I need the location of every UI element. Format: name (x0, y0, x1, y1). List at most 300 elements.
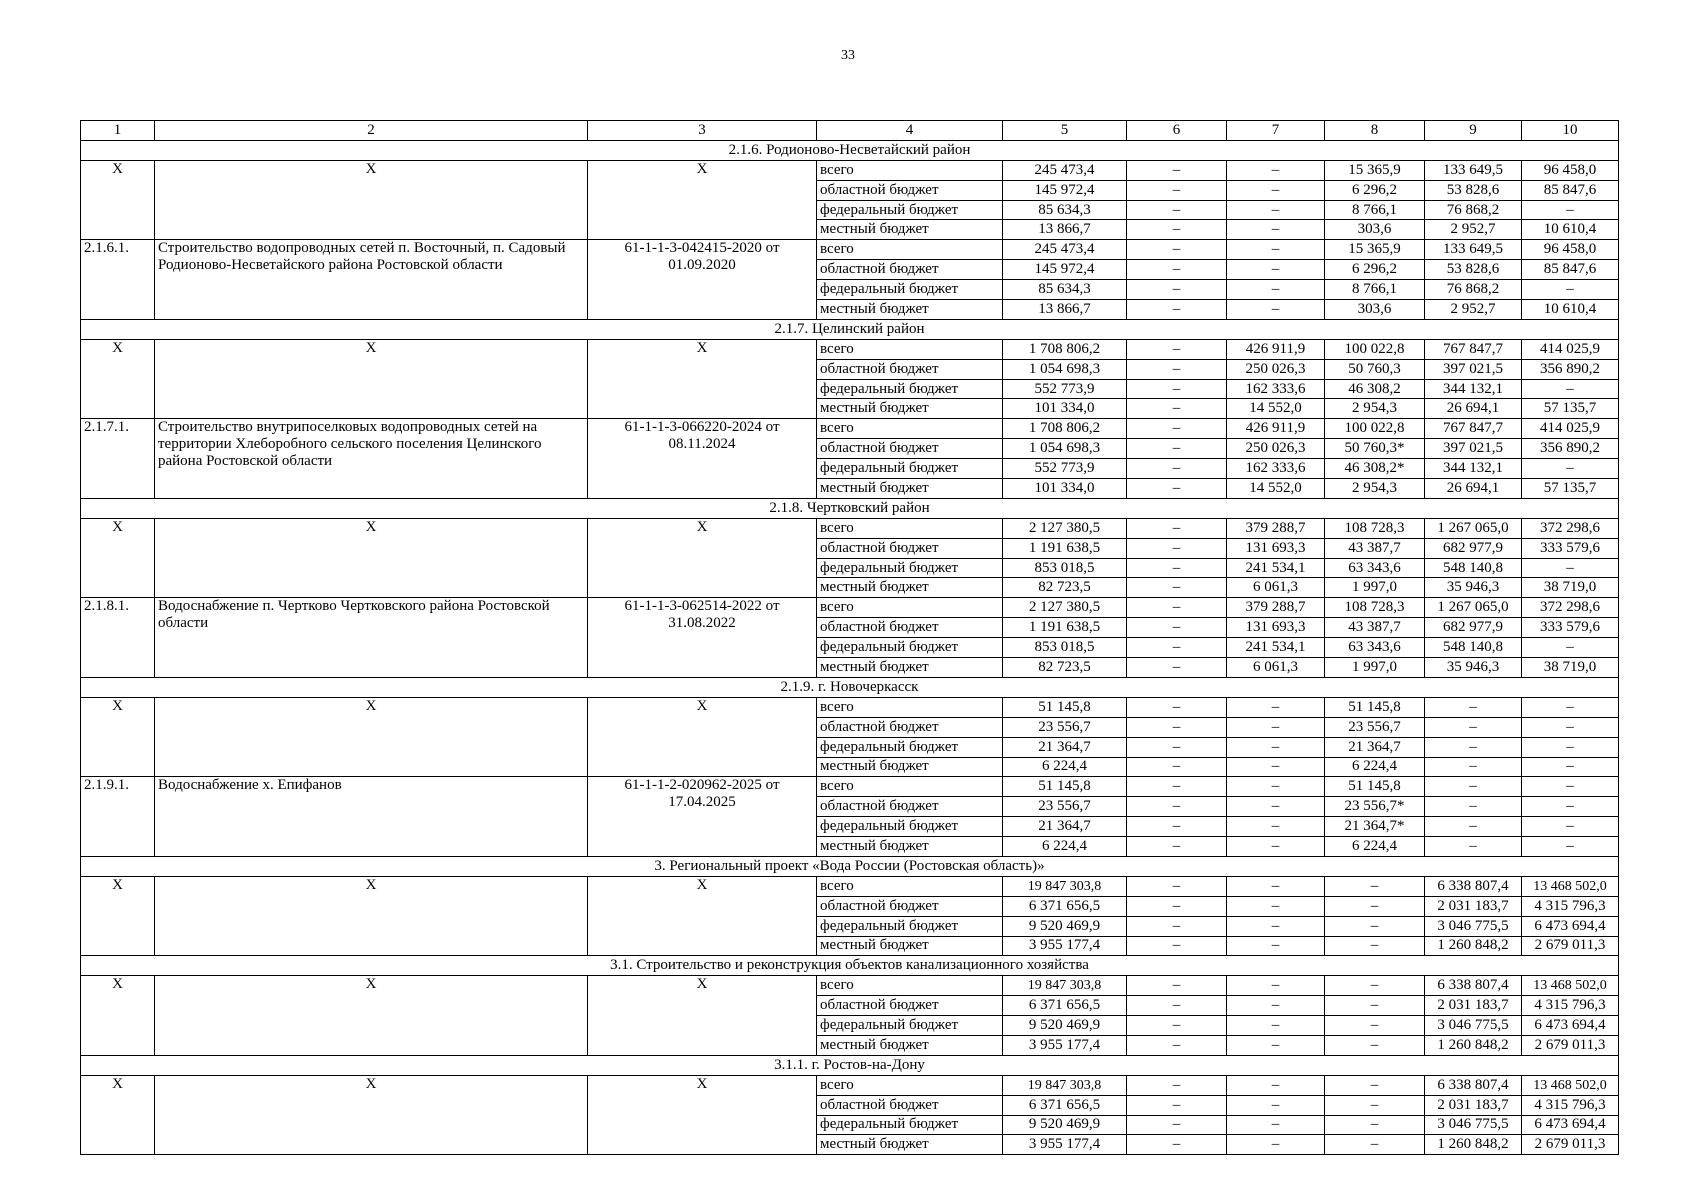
funding-source: областной бюджет (817, 797, 1003, 817)
value-cell-col7: – (1227, 1135, 1325, 1155)
funding-source: всего (817, 697, 1003, 717)
value-cell-col10: 6 473 694,4 (1522, 1016, 1619, 1036)
value-cell-col9: 76 868,2 (1425, 200, 1522, 220)
value-cell-col7: – (1227, 260, 1325, 280)
value-cell-col7: – (1227, 976, 1325, 996)
value-cell-col8: 2 954,3 (1325, 479, 1425, 499)
table-row (81, 598, 1619, 618)
funding-source: всего (817, 598, 1003, 618)
funding-source: областной бюджет (817, 896, 1003, 916)
item-code: X (588, 876, 817, 956)
value-cell-col9: 682 977,9 (1425, 618, 1522, 638)
value-cell-col7: – (1227, 1115, 1325, 1135)
value-cell-col9: 133 649,5 (1425, 240, 1522, 260)
value-cell-col7: 241 534,1 (1227, 558, 1325, 578)
value-cell-col7: 162 333,6 (1227, 379, 1325, 399)
value-cell-col8: – (1325, 1016, 1425, 1036)
section-row (81, 140, 1619, 160)
value-cell-col5: 245 473,4 (1003, 160, 1127, 180)
value-cell-col5: 1 191 638,5 (1003, 538, 1127, 558)
value-cell-col7: 131 693,3 (1227, 538, 1325, 558)
value-cell-col9: 35 946,3 (1425, 578, 1522, 598)
value-cell-col8: 100 022,8 (1325, 419, 1425, 439)
value-cell-col6: – (1127, 200, 1227, 220)
value-cell-col6: – (1127, 598, 1227, 618)
value-cell-col10: – (1522, 837, 1619, 857)
value-cell-col10: 6 473 694,4 (1522, 1115, 1619, 1135)
section-title: 2.1.9. г. Новочеркасск (81, 677, 1619, 697)
table-row (81, 976, 1619, 996)
budget-table (80, 120, 1619, 1155)
value-cell-col7: 162 333,6 (1227, 459, 1325, 479)
item-code: 61-1-1-2-020962-2025 от 17.04.2025 (588, 777, 817, 857)
value-cell-col10: – (1522, 777, 1619, 797)
value-cell-col9: 133 649,5 (1425, 160, 1522, 180)
value-cell-col7: – (1227, 737, 1325, 757)
item-code: X (588, 976, 817, 1056)
value-cell-col5: 1 708 806,2 (1003, 419, 1127, 439)
value-cell-col10: – (1522, 717, 1619, 737)
value-cell-col5: 51 145,8 (1003, 697, 1127, 717)
value-cell-col6: – (1127, 916, 1227, 936)
value-cell-col6: – (1127, 717, 1227, 737)
section-title: 3.1.1. г. Ростов-на-Дону (81, 1055, 1619, 1075)
value-cell-col5: 6 371 656,5 (1003, 1095, 1127, 1115)
value-cell-col10: 96 458,0 (1522, 240, 1619, 260)
value-cell-col5: 3 955 177,4 (1003, 1035, 1127, 1055)
value-cell-col10: 96 458,0 (1522, 160, 1619, 180)
funding-source: местный бюджет (817, 658, 1003, 678)
value-cell-col9: 2 031 183,7 (1425, 1095, 1522, 1115)
item-code: X (588, 339, 817, 419)
value-cell-col10: 356 890,2 (1522, 359, 1619, 379)
column-number: 5 (1003, 121, 1127, 141)
value-cell-col6: – (1127, 260, 1227, 280)
item-name: Водоснабжение х. Епифанов (155, 777, 588, 857)
value-cell-col9: 35 946,3 (1425, 658, 1522, 678)
value-cell-col5: 3 955 177,4 (1003, 1135, 1127, 1155)
funding-source: местный бюджет (817, 220, 1003, 240)
section-title: 2.1.7. Целинский район (81, 319, 1619, 339)
value-cell-col6: – (1127, 160, 1227, 180)
value-cell-col5: 1 708 806,2 (1003, 339, 1127, 359)
value-cell-col5: 9 520 469,9 (1003, 916, 1127, 936)
item-name: Строительство водопроводных сетей п. Восточный, п. Садовый Родионово-Несветайского района Ростовской области (155, 240, 588, 320)
value-cell-col5: 19 847 303,8 (1003, 976, 1127, 996)
value-cell-col5: 101 334,0 (1003, 399, 1127, 419)
value-cell-col7: 14 552,0 (1227, 399, 1325, 419)
item-code: X (588, 1075, 817, 1155)
value-cell-col8: 6 296,2 (1325, 180, 1425, 200)
item-code: 61-1-1-3-042415-2020 от 01.09.2020 (588, 240, 817, 320)
value-cell-col6: – (1127, 180, 1227, 200)
value-cell-col10: – (1522, 817, 1619, 837)
value-cell-col5: 6 224,4 (1003, 757, 1127, 777)
value-cell-col7: 379 288,7 (1227, 598, 1325, 618)
value-cell-col5: 9 520 469,9 (1003, 1115, 1127, 1135)
value-cell-col8: – (1325, 996, 1425, 1016)
value-cell-col6: – (1127, 379, 1227, 399)
value-cell-col6: – (1127, 658, 1227, 678)
item-name: X (155, 160, 588, 240)
value-cell-col6: – (1127, 439, 1227, 459)
value-cell-col7: – (1227, 300, 1325, 320)
funding-source: федеральный бюджет (817, 638, 1003, 658)
value-cell-col9: 1 260 848,2 (1425, 936, 1522, 956)
funding-source: областной бюджет (817, 618, 1003, 638)
value-cell-col6: – (1127, 518, 1227, 538)
value-cell-col9: 1 267 065,0 (1425, 598, 1522, 618)
value-cell-col10: 414 025,9 (1522, 339, 1619, 359)
value-cell-col9: 1 260 848,2 (1425, 1035, 1522, 1055)
value-cell-col5: 9 520 469,9 (1003, 1016, 1127, 1036)
value-cell-col8: 15 365,9 (1325, 160, 1425, 180)
value-cell-col10: 13 468 502,0 (1522, 976, 1619, 996)
value-cell-col9: – (1425, 837, 1522, 857)
item-number: 2.1.8.1. (81, 598, 155, 678)
item-number: 2.1.6.1. (81, 240, 155, 320)
value-cell-col8: 8 766,1 (1325, 280, 1425, 300)
value-cell-col8: 51 145,8 (1325, 697, 1425, 717)
value-cell-col6: – (1127, 638, 1227, 658)
value-cell-col6: – (1127, 737, 1227, 757)
value-cell-col7: – (1227, 936, 1325, 956)
value-cell-col8: 63 343,6 (1325, 558, 1425, 578)
funding-source: всего (817, 160, 1003, 180)
item-name: X (155, 697, 588, 777)
funding-source: областной бюджет (817, 717, 1003, 737)
page-number: 33 (841, 48, 855, 63)
value-cell-col6: – (1127, 240, 1227, 260)
value-cell-col9: – (1425, 717, 1522, 737)
value-cell-col6: – (1127, 876, 1227, 896)
item-number: 2.1.7.1. (81, 419, 155, 499)
funding-source: федеральный бюджет (817, 379, 1003, 399)
value-cell-col6: – (1127, 936, 1227, 956)
section-title: 3.1. Строительство и реконструкция объектов канализационного хозяйства (81, 956, 1619, 976)
value-cell-col5: 6 224,4 (1003, 837, 1127, 857)
value-cell-col10: 372 298,6 (1522, 518, 1619, 538)
item-number: X (81, 518, 155, 598)
value-cell-col10: – (1522, 379, 1619, 399)
value-cell-col9: 2 031 183,7 (1425, 996, 1522, 1016)
value-cell-col10: – (1522, 757, 1619, 777)
value-cell-col8: – (1325, 1075, 1425, 1095)
column-number: 10 (1522, 121, 1619, 141)
item-code: X (588, 518, 817, 598)
value-cell-col8: – (1325, 876, 1425, 896)
value-cell-col5: 85 634,3 (1003, 200, 1127, 220)
value-cell-col10: 2 679 011,3 (1522, 1035, 1619, 1055)
funding-source: местный бюджет (817, 300, 1003, 320)
value-cell-col6: – (1127, 1035, 1227, 1055)
value-cell-col5: 145 972,4 (1003, 260, 1127, 280)
value-cell-col5: 1 191 638,5 (1003, 618, 1127, 638)
value-cell-col10: 4 315 796,3 (1522, 1095, 1619, 1115)
value-cell-col7: 250 026,3 (1227, 359, 1325, 379)
column-number: 6 (1127, 121, 1227, 141)
table-body (81, 121, 1619, 1155)
value-cell-col10: 6 473 694,4 (1522, 916, 1619, 936)
value-cell-col8: – (1325, 1095, 1425, 1115)
value-cell-col10: 13 468 502,0 (1522, 1075, 1619, 1095)
item-code: 61-1-1-3-066220-2024 от 08.11.2024 (588, 419, 817, 499)
value-cell-col8: 1 997,0 (1325, 578, 1425, 598)
value-cell-col10: 10 610,4 (1522, 300, 1619, 320)
value-cell-col6: – (1127, 359, 1227, 379)
table-row (81, 339, 1619, 359)
value-cell-col7: 6 061,3 (1227, 578, 1325, 598)
value-cell-col7: 250 026,3 (1227, 439, 1325, 459)
value-cell-col7: 426 911,9 (1227, 339, 1325, 359)
value-cell-col10: 356 890,2 (1522, 439, 1619, 459)
value-cell-col9: – (1425, 737, 1522, 757)
value-cell-col6: – (1127, 538, 1227, 558)
value-cell-col9: 2 952,7 (1425, 220, 1522, 240)
item-code: X (588, 160, 817, 240)
value-cell-col7: – (1227, 240, 1325, 260)
value-cell-col6: – (1127, 1135, 1227, 1155)
funding-source: федеральный бюджет (817, 459, 1003, 479)
value-cell-col9: 767 847,7 (1425, 339, 1522, 359)
value-cell-col9: – (1425, 697, 1522, 717)
value-cell-col8: 23 556,7* (1325, 797, 1425, 817)
value-cell-col7: – (1227, 160, 1325, 180)
funding-source: местный бюджет (817, 1035, 1003, 1055)
column-number: 7 (1227, 121, 1325, 141)
value-cell-col10: 13 468 502,0 (1522, 876, 1619, 896)
value-cell-col6: – (1127, 578, 1227, 598)
funding-source: областной бюджет (817, 1095, 1003, 1115)
table-row (81, 777, 1619, 797)
value-cell-col9: 6 338 807,4 (1425, 876, 1522, 896)
value-cell-col9: 76 868,2 (1425, 280, 1522, 300)
value-cell-col8: 108 728,3 (1325, 518, 1425, 538)
value-cell-col9: 767 847,7 (1425, 419, 1522, 439)
value-cell-col7: – (1227, 896, 1325, 916)
value-cell-col6: – (1127, 896, 1227, 916)
value-cell-col9: – (1425, 757, 1522, 777)
funding-source: областной бюджет (817, 538, 1003, 558)
value-cell-col10: 38 719,0 (1522, 578, 1619, 598)
value-cell-col10: 57 135,7 (1522, 479, 1619, 499)
item-number: X (81, 876, 155, 956)
value-cell-col9: – (1425, 797, 1522, 817)
value-cell-col5: 23 556,7 (1003, 797, 1127, 817)
value-cell-col7: 241 534,1 (1227, 638, 1325, 658)
value-cell-col8: – (1325, 916, 1425, 936)
item-code: 61-1-1-3-062514-2022 от 31.08.2022 (588, 598, 817, 678)
funding-source: всего (817, 976, 1003, 996)
value-cell-col9: 3 046 775,5 (1425, 1115, 1522, 1135)
value-cell-col9: 6 338 807,4 (1425, 976, 1522, 996)
value-cell-col7: – (1227, 817, 1325, 837)
value-cell-col5: 6 371 656,5 (1003, 996, 1127, 1016)
value-cell-col7: – (1227, 220, 1325, 240)
value-cell-col6: – (1127, 817, 1227, 837)
value-cell-col5: 21 364,7 (1003, 737, 1127, 757)
value-cell-col9: 26 694,1 (1425, 479, 1522, 499)
value-cell-col6: – (1127, 777, 1227, 797)
funding-source: областной бюджет (817, 260, 1003, 280)
section-title: 3. Региональный проект «Вода России (Ростовская область)» (81, 856, 1619, 876)
funding-source: всего (817, 339, 1003, 359)
section-row (81, 677, 1619, 697)
value-cell-col6: – (1127, 399, 1227, 419)
item-name: X (155, 976, 588, 1056)
table-row (81, 518, 1619, 538)
value-cell-col7: – (1227, 200, 1325, 220)
funding-source: местный бюджет (817, 1135, 1003, 1155)
section-row (81, 956, 1619, 976)
value-cell-col8: – (1325, 936, 1425, 956)
value-cell-col10: 2 679 011,3 (1522, 1135, 1619, 1155)
value-cell-col8: – (1325, 1115, 1425, 1135)
value-cell-col5: 23 556,7 (1003, 717, 1127, 737)
value-cell-col8: 6 224,4 (1325, 757, 1425, 777)
item-name: Водоснабжение п. Чертково Чертковского района Ростовской области (155, 598, 588, 678)
value-cell-col8: – (1325, 1035, 1425, 1055)
funding-source: местный бюджет (817, 837, 1003, 857)
value-cell-col8: 50 760,3 (1325, 359, 1425, 379)
section-title: 2.1.6. Родионово-Несветайский район (81, 140, 1619, 160)
value-cell-col9: 3 046 775,5 (1425, 916, 1522, 936)
value-cell-col9: – (1425, 777, 1522, 797)
value-cell-col7: 14 552,0 (1227, 479, 1325, 499)
value-cell-col6: – (1127, 1095, 1227, 1115)
value-cell-col7: – (1227, 996, 1325, 1016)
funding-source: местный бюджет (817, 399, 1003, 419)
value-cell-col10: 2 679 011,3 (1522, 936, 1619, 956)
value-cell-col8: 108 728,3 (1325, 598, 1425, 618)
value-cell-col9: 548 140,8 (1425, 558, 1522, 578)
value-cell-col9: 6 338 807,4 (1425, 1075, 1522, 1095)
item-name: X (155, 1075, 588, 1155)
section-title: 2.1.8. Чертковский район (81, 498, 1619, 518)
item-number: X (81, 339, 155, 419)
value-cell-col5: 2 127 380,5 (1003, 518, 1127, 538)
section-row (81, 1055, 1619, 1075)
section-row (81, 856, 1619, 876)
value-cell-col8: 2 954,3 (1325, 399, 1425, 419)
value-cell-col6: – (1127, 220, 1227, 240)
value-cell-col7: – (1227, 757, 1325, 777)
funding-source: всего (817, 1075, 1003, 1095)
value-cell-col7: – (1227, 1016, 1325, 1036)
value-cell-col7: – (1227, 797, 1325, 817)
funding-source: всего (817, 419, 1003, 439)
column-number: 1 (81, 121, 155, 141)
value-cell-col7: – (1227, 876, 1325, 896)
value-cell-col9: 682 977,9 (1425, 538, 1522, 558)
value-cell-col7: – (1227, 1075, 1325, 1095)
funding-source: областной бюджет (817, 996, 1003, 1016)
value-cell-col6: – (1127, 419, 1227, 439)
column-number: 3 (588, 121, 817, 141)
value-cell-col6: – (1127, 697, 1227, 717)
value-cell-col5: 13 866,7 (1003, 220, 1127, 240)
funding-source: федеральный бюджет (817, 280, 1003, 300)
item-name: X (155, 518, 588, 598)
value-cell-col7: – (1227, 717, 1325, 737)
funding-source: федеральный бюджет (817, 916, 1003, 936)
value-cell-col5: 853 018,5 (1003, 638, 1127, 658)
value-cell-col10: – (1522, 638, 1619, 658)
value-cell-col5: 552 773,9 (1003, 379, 1127, 399)
value-cell-col10: 372 298,6 (1522, 598, 1619, 618)
value-cell-col6: – (1127, 300, 1227, 320)
value-cell-col6: – (1127, 558, 1227, 578)
value-cell-col9: 26 694,1 (1425, 399, 1522, 419)
item-number: 2.1.9.1. (81, 777, 155, 857)
value-cell-col10: 333 579,6 (1522, 618, 1619, 638)
value-cell-col7: – (1227, 1035, 1325, 1055)
value-cell-col9: 1 267 065,0 (1425, 518, 1522, 538)
value-cell-col8: 100 022,8 (1325, 339, 1425, 359)
value-cell-col5: 552 773,9 (1003, 459, 1127, 479)
funding-source: федеральный бюджет (817, 737, 1003, 757)
value-cell-col8: 43 387,7 (1325, 618, 1425, 638)
funding-source: местный бюджет (817, 479, 1003, 499)
value-cell-col5: 85 634,3 (1003, 280, 1127, 300)
value-cell-col7: 6 061,3 (1227, 658, 1325, 678)
value-cell-col5: 3 955 177,4 (1003, 936, 1127, 956)
value-cell-col10: 38 719,0 (1522, 658, 1619, 678)
table-row (81, 240, 1619, 260)
item-number: X (81, 976, 155, 1056)
value-cell-col8: – (1325, 1135, 1425, 1155)
value-cell-col6: – (1127, 618, 1227, 638)
value-cell-col10: 85 847,6 (1522, 260, 1619, 280)
item-number: X (81, 697, 155, 777)
value-cell-col8: 23 556,7 (1325, 717, 1425, 737)
value-cell-col8: 50 760,3* (1325, 439, 1425, 459)
value-cell-col6: – (1127, 1075, 1227, 1095)
value-cell-col7: – (1227, 777, 1325, 797)
value-cell-col9: 53 828,6 (1425, 260, 1522, 280)
funding-source: областной бюджет (817, 439, 1003, 459)
value-cell-col6: – (1127, 280, 1227, 300)
value-cell-col6: – (1127, 797, 1227, 817)
value-cell-col5: 21 364,7 (1003, 817, 1127, 837)
value-cell-col6: – (1127, 837, 1227, 857)
value-cell-col9: 53 828,6 (1425, 180, 1522, 200)
funding-source: областной бюджет (817, 359, 1003, 379)
value-cell-col9: 344 132,1 (1425, 459, 1522, 479)
value-cell-col9: 344 132,1 (1425, 379, 1522, 399)
value-cell-col7: 426 911,9 (1227, 419, 1325, 439)
value-cell-col10: – (1522, 558, 1619, 578)
value-cell-col9: 3 046 775,5 (1425, 1016, 1522, 1036)
funding-source: федеральный бюджет (817, 1016, 1003, 1036)
value-cell-col6: – (1127, 479, 1227, 499)
value-cell-col8: 15 365,9 (1325, 240, 1425, 260)
value-cell-col8: 303,6 (1325, 220, 1425, 240)
value-cell-col9: 1 260 848,2 (1425, 1135, 1522, 1155)
value-cell-col6: – (1127, 1115, 1227, 1135)
value-cell-col6: – (1127, 996, 1227, 1016)
value-cell-col8: 6 296,2 (1325, 260, 1425, 280)
item-number: X (81, 1075, 155, 1155)
value-cell-col8: – (1325, 976, 1425, 996)
value-cell-col7: 131 693,3 (1227, 618, 1325, 638)
value-cell-col6: – (1127, 976, 1227, 996)
section-row (81, 498, 1619, 518)
value-cell-col5: 13 866,7 (1003, 300, 1127, 320)
funding-source: всего (817, 240, 1003, 260)
value-cell-col10: 333 579,6 (1522, 538, 1619, 558)
value-cell-col5: 1 054 698,3 (1003, 359, 1127, 379)
